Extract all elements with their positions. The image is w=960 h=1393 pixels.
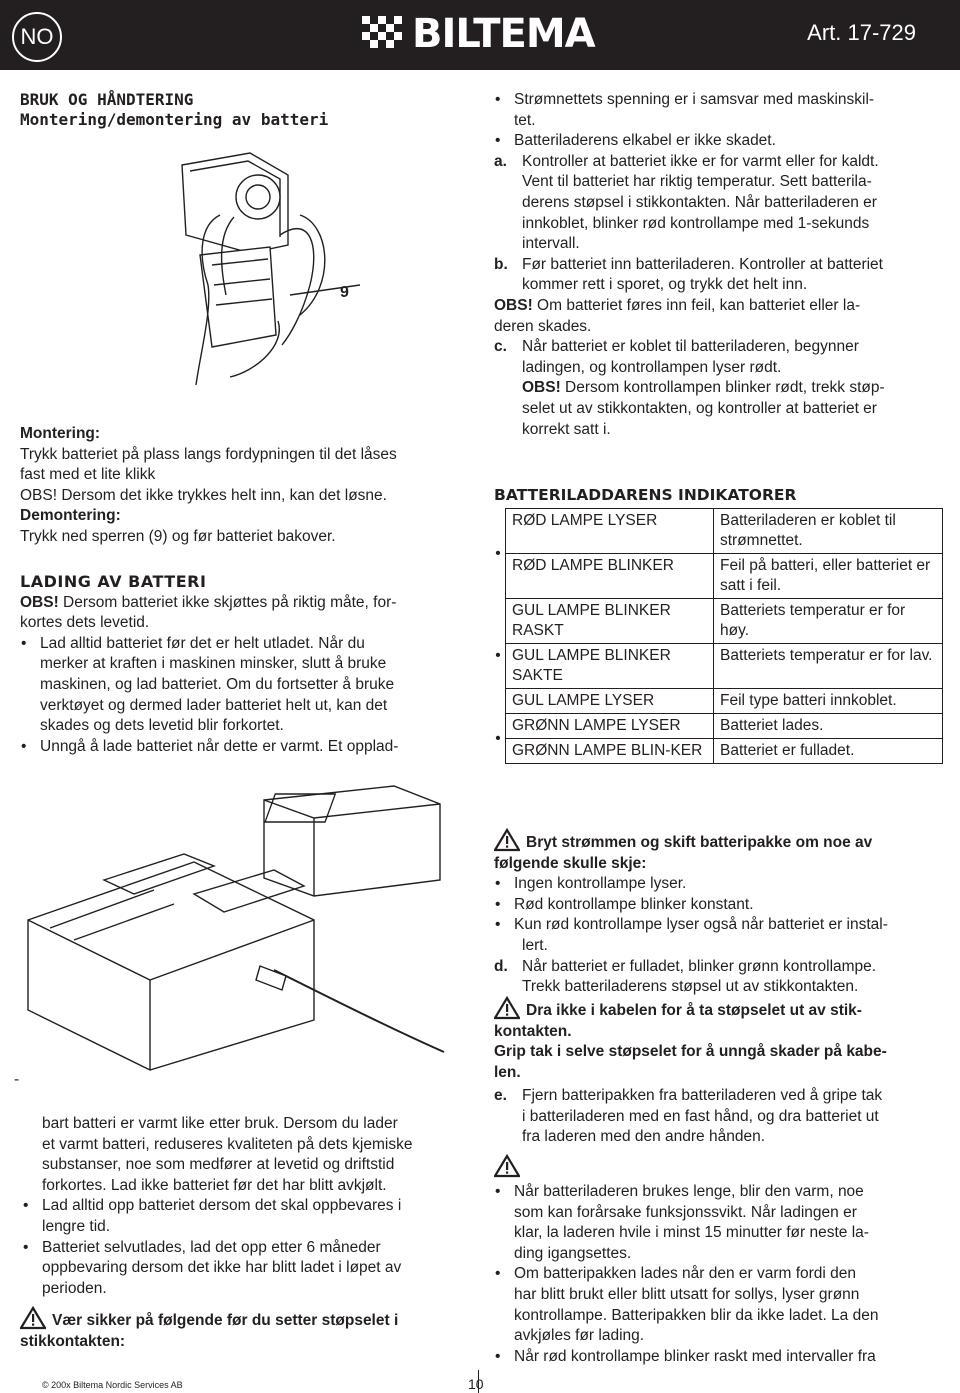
list-item — [494, 131, 944, 152]
lamp-cell: GUL LAMPE BLINKER SAKTE — [506, 644, 714, 689]
mounting-line: fast med et lite klikk — [20, 466, 156, 484]
step-e — [494, 1086, 944, 1148]
obs-text: korrekt satt i. — [522, 420, 611, 438]
table-row — [491, 509, 943, 554]
list-item: • Ingen kontrollampe lyser. — [494, 874, 944, 895]
list-item-line: • Når batteriladeren brukes lenge, blir den varm, noe — [514, 1183, 864, 1200]
final-notes — [494, 1182, 944, 1367]
section-title: BRUK OG HÅNDTERING — [20, 90, 194, 109]
copyright: © 200x Biltema Nordic Services AB — [42, 1380, 183, 1390]
list-item-line: ding igangsettes. — [514, 1244, 632, 1262]
list-item — [494, 1347, 944, 1368]
warning-line: Vær sikker på følgende før du setter støpselet i — [52, 1312, 399, 1329]
warning-line: len. — [494, 1063, 521, 1081]
step-line: i batteriladeren med en fast hånd, og dra batteriet ut — [522, 1107, 879, 1125]
figure-label: 9 — [340, 284, 349, 301]
mounting-line: Trykk batteriet på plass langs fordypningen til det låses — [20, 445, 397, 463]
obs-label: OBS! — [522, 379, 561, 397]
list-item-line: • Når rød kontrollampe blinker raskt med intervaller fra — [514, 1347, 876, 1365]
step-line: Før batteriet inn batteriladeren. Kontroller at batteriet — [522, 255, 883, 273]
step-c — [494, 337, 944, 440]
warning-line: Bryt strømmen og skift batteripakke om noe av — [526, 834, 873, 851]
right-top-block — [494, 90, 944, 440]
step-line: ladingen, og kontrollampen lyser rødt. — [522, 358, 782, 376]
text-line: et varmt batteri, reduseres kvaliteten på dets kjemiske — [42, 1135, 413, 1153]
step-line: Når batteriet er fulladet, blinker grønn kontrollampe. — [522, 957, 877, 975]
table-row — [491, 714, 943, 739]
list-item-line: maskinen, og lad batteriet. Om du fortsetter å bruke — [40, 675, 395, 693]
warning-line: Grip tak i selve støpselet for å unngå skader på kabe- — [494, 1043, 887, 1061]
list-item — [22, 1238, 472, 1300]
desc-cell: Batteriets temperatur er for høy. — [714, 599, 943, 644]
step-label: d. — [494, 957, 508, 975]
step-line: Fjern batteripakken fra batteriladeren ved å gripe tak — [522, 1087, 883, 1104]
warm-battery-block — [22, 1114, 472, 1299]
country-badge: NO — [12, 12, 62, 62]
demounting-heading: Demontering: — [20, 507, 121, 525]
desc-cell: Batteriladeren er koblet til strømnettet. — [714, 509, 943, 554]
indicator-table — [491, 508, 943, 764]
step-line: Når batteriet er koblet til batteriladeren, begynner — [522, 338, 859, 356]
list-item-line: lert. — [522, 936, 548, 954]
list-item — [494, 1264, 944, 1346]
step-line: intervall. — [522, 235, 580, 253]
obs-text: deren skades. — [494, 317, 592, 335]
checker-flag-icon — [362, 16, 406, 52]
list-item-line: • Batteriet selvutlades, lad det opp etter 6 måneder — [42, 1238, 381, 1256]
warning-icon-standalone — [494, 1154, 520, 1183]
obs-label: OBS! — [20, 593, 59, 611]
continued-text — [22, 1114, 472, 1196]
list-item-line: • Om batteripakken lades når den er varm fordi den — [514, 1265, 857, 1283]
step-line: kommer rett i sporet, og trykk det helt inn. — [522, 276, 808, 294]
warning-line: kontakten. — [494, 1022, 572, 1040]
list-item — [22, 1196, 472, 1237]
step-e-body — [494, 1086, 944, 1148]
bullet-dot: • — [495, 647, 501, 664]
lamp-cell: GRØNN LAMPE BLIN-KER — [506, 739, 714, 764]
desc-cell: Batteriet lades. — [714, 714, 943, 739]
step-label: c. — [494, 338, 507, 356]
bullet-dot: • — [495, 729, 501, 747]
step-b — [494, 255, 944, 296]
header-bar — [0, 0, 960, 70]
warning-block — [20, 1306, 470, 1352]
text-line: bart batteri er varmt like etter bruk. Dersom du lader — [42, 1115, 398, 1132]
lamp-cell: GUL LAMPE BLINKER RASKT — [506, 599, 714, 644]
list-item: • Rød kontrollampe blinker konstant. — [494, 895, 944, 916]
list-item-line: • Lad alltid opp batteriet dersom det skal oppbevares i — [42, 1197, 402, 1215]
step-label: a. — [494, 152, 507, 170]
warning-line: følgende skulle skje: — [494, 854, 647, 872]
dash-mark: - — [14, 1071, 20, 1088]
step-line: Trekk batteriladerens støpsel ut av stikkontakten. — [522, 978, 859, 996]
table-row — [491, 644, 943, 689]
obs-note — [494, 296, 944, 317]
mounting-block — [20, 424, 470, 548]
obs-text: Om batteriet føres inn feil, kan batteriet eller la- — [532, 296, 861, 314]
step-line: innkoblet, blinker rød kontrollampe med 1-sekunds — [522, 214, 870, 232]
step-line: derens støpsel i stikkontakten. Når batteriladeren er — [522, 193, 877, 211]
brand-name: BILTEMA — [412, 11, 595, 57]
charger-illustration — [14, 770, 454, 1080]
list-item-line: klar, la laderen hvile i minst 15 minutter før neste la- — [514, 1224, 869, 1242]
list-item-line: merker at kraften i maskinen minsker, slutt å bruke — [40, 655, 387, 673]
list-item-line: • Strømnettets spenning er i samsvar med maskinskil- — [514, 91, 875, 108]
charging-block — [20, 572, 470, 757]
step-label: b. — [494, 255, 508, 273]
warning-icon — [20, 1306, 46, 1330]
desc-cell: Batteriet er fulladet. — [714, 739, 943, 764]
obs-label: OBS! — [494, 296, 533, 314]
warning-icon — [494, 1154, 520, 1178]
list-item-line: • Lad alltid batteriet før det er helt utladet. Når du — [40, 634, 365, 652]
list-item-line: oppbevaring dersom det ikke har blitt ladet i løpet av — [42, 1259, 402, 1277]
indicator-title: BATTERILADDARENS INDIKATORER — [494, 486, 797, 504]
warning-line: Dra ikke i kabelen for å ta støpselet ut av stik- — [526, 1002, 862, 1019]
obs-text: Dersom batteriet ikke skjøttes på riktig måte, for- — [58, 593, 397, 611]
list-item-line: avkjøles før lading. — [514, 1327, 645, 1345]
list-item-line: lengre tid. — [42, 1217, 111, 1235]
table-row — [491, 599, 943, 644]
list-item — [20, 634, 470, 737]
bullet-dot: • — [495, 544, 501, 562]
list-item-line: perioden. — [42, 1279, 107, 1297]
demounting-line: Trykk ned sperren (9) og før batteriet bakover. — [20, 527, 336, 545]
list-item — [20, 737, 470, 758]
article-number: Art. 17-729 — [807, 20, 916, 45]
warning-icon — [494, 828, 520, 852]
step-label: e. — [494, 1087, 507, 1104]
battery-mount-illustration — [160, 145, 375, 395]
desc-cell: Batteriets temperatur er for lav. — [714, 644, 943, 689]
text-line: forkortes. Lad ikke batteriet før det har blitt avkjølt. — [42, 1176, 387, 1194]
warning-line: stikkontakten: — [20, 1332, 126, 1350]
list-item-line: tet. — [514, 111, 536, 129]
step-a — [494, 152, 944, 255]
desc-cell: Feil på batteri, eller batteriet er satt i feil. — [714, 554, 943, 599]
list-item-line: har blitt brukt eller blitt utsatt for sollys, lyser grønn — [514, 1285, 860, 1303]
lamp-cell: GUL LAMPE LYSER — [506, 689, 714, 714]
desc-cell: Feil type batteri innkoblet. — [714, 689, 943, 714]
obs-text: Dersom kontrollampen blinker rødt, trekk støp- — [560, 379, 885, 397]
text-line: substanser, noe som medfører at levetid og driftstid — [42, 1156, 395, 1174]
table-row — [491, 554, 943, 599]
mounting-line: OBS! Dersom det ikke trykkes helt inn, kan det løsne. — [20, 486, 387, 504]
subsection-title: Montering/demontering av batteri — [20, 110, 329, 129]
lamp-cell: RØD LAMPE LYSER — [506, 509, 714, 554]
obs-text: selet ut av stikkontakten, og kontroller at batteriet er — [522, 399, 877, 417]
list-item-line: • Unngå å lade batteriet når dette er varmt. Et opplad- — [40, 737, 399, 755]
warning-block — [494, 828, 944, 998]
warning-icon — [494, 996, 520, 1020]
lamp-cell: RØD LAMPE BLINKER — [506, 554, 714, 599]
step-line: Vent til batteriet har riktig temperatur. Sett batterila- — [522, 173, 872, 191]
page-number: 10 — [468, 1376, 484, 1392]
step-d — [494, 957, 944, 998]
brand-logo — [362, 12, 600, 56]
step-line: Kontroller at batteriet ikke er for varmt eller for kaldt. — [522, 152, 879, 170]
obs-text: kortes dets levetid. — [20, 614, 150, 632]
charging-heading: LADING AV BATTERI — [20, 572, 207, 591]
mounting-heading: Montering: — [20, 425, 101, 442]
lamp-cell: GRØNN LAMPE LYSER — [506, 714, 714, 739]
list-item-line: som kan forårsake funksjonssvikt. Når ladingen er — [514, 1203, 857, 1221]
list-item-line: • Batteriladerens elkabel er ikke skadet. — [514, 132, 776, 150]
table-row — [491, 689, 943, 714]
list-item-line: verktøyet og dermed lader batteriet helt ut, kan det — [40, 696, 388, 714]
list-item-line: skades og dets levetid blir forkortet. — [40, 717, 284, 735]
list-item-line: kontrollampe. Batteripakken blir da ikke ladet. La den — [514, 1306, 879, 1324]
step-line: fra laderen med den andre hånden. — [522, 1128, 766, 1146]
list-item: • Kun rød kontrollampe lyser også når batteriet er instal- — [494, 915, 944, 936]
table-row — [491, 739, 943, 764]
list-item — [494, 90, 944, 131]
warning-block — [494, 996, 944, 1083]
list-item — [494, 1182, 944, 1264]
